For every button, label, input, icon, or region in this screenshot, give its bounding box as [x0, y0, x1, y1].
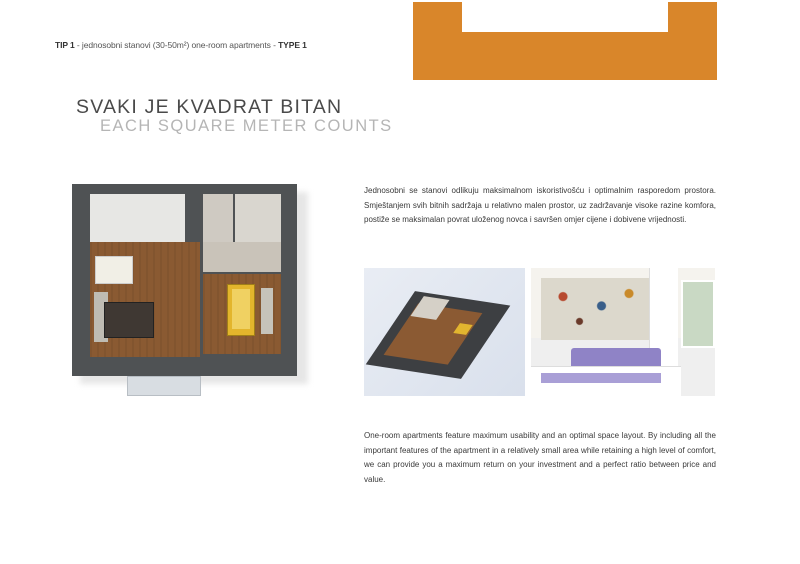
orange-banner: [413, 2, 717, 80]
type-label-en: TYPE 1: [278, 40, 307, 50]
balcony: [127, 376, 201, 396]
banner-notch: [462, 2, 668, 32]
bed: [227, 284, 255, 336]
heading-english: EACH SQUARE METER COUNTS: [100, 117, 393, 135]
type-label: TIP 1: [55, 40, 75, 50]
bedroom-window: [681, 280, 715, 348]
bathroom-area: [203, 194, 233, 242]
paragraph-english: One-room apartments feature maximum usability and an optimal space layout. By including all the important features of the apartment in a relatively small area while retaining a high level of comfort, we can provide you a maximum return on your investment and a perfect ratio between price and value.: [364, 431, 716, 484]
paragraph-croatian: Jednosobni se stanovi odlikuju maksimalnom iskoristivošću i optimalnim rasporedom prostora. Smještanjem svih bitnih sadržaja u relativno malen prostor, uz zadržavanje visoke razine komfora, postiže se maksimalan povrat uloženog novca i savršen omjer cijene i dobivene vrijednosti.: [364, 186, 716, 224]
type-description: - jednosobni stanovi (30-50m²) one-room apartments -: [74, 40, 279, 50]
bedroom-lower-bed: [531, 366, 681, 396]
bedroom-photo-image: [531, 268, 715, 396]
storage-area: [235, 194, 281, 242]
hallway-area: [203, 242, 281, 272]
bedroom-sofa: [261, 288, 273, 334]
living-rug: [104, 302, 154, 338]
3d-render-image: [364, 268, 525, 396]
dining-table: [95, 256, 133, 284]
kitchen-area: [90, 194, 185, 242]
heading-croatian: SVAKI JE KVADRAT BITAN: [76, 96, 343, 118]
floor-plan-image: [72, 184, 297, 376]
page-header: [55, 40, 307, 50]
bedroom-mural: [541, 278, 651, 340]
